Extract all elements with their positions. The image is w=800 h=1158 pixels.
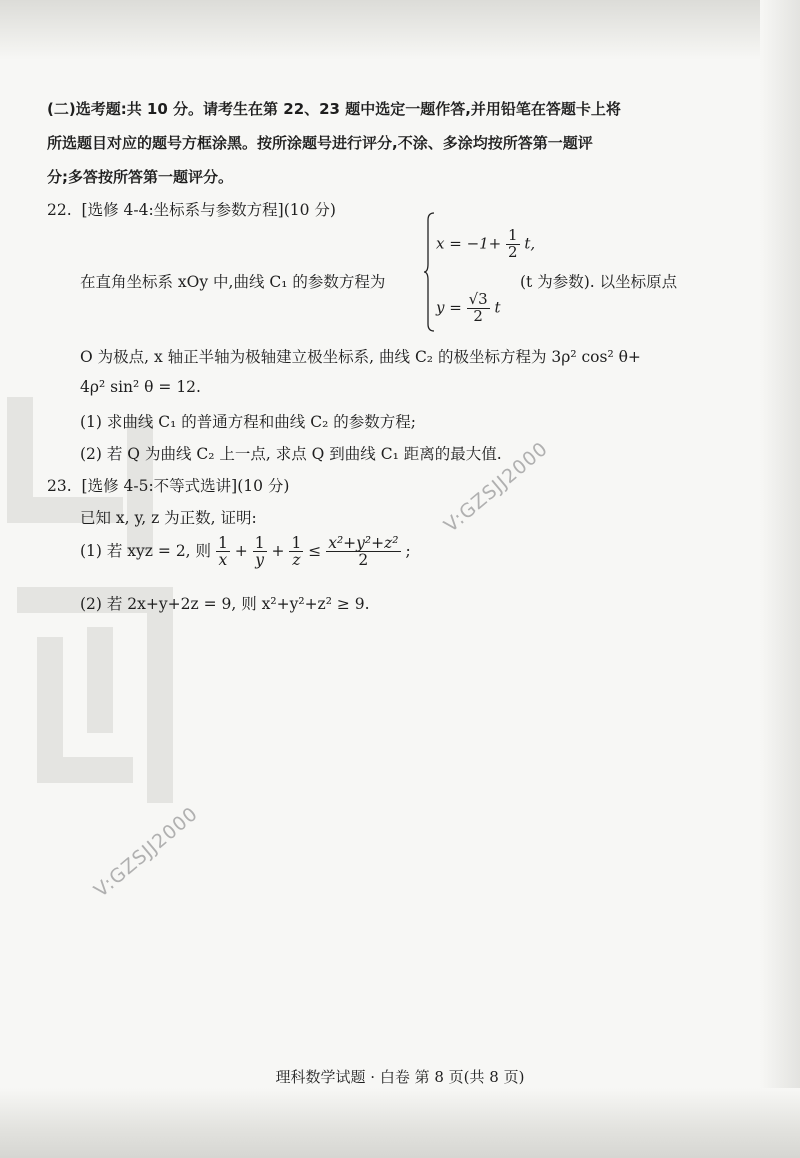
q22-heading [47, 198, 336, 220]
system-y-equation [436, 292, 501, 325]
q23-part-2: (2) 若 2x+y+2z = 9, 则 x²+y²+z² ≥ 9. [80, 595, 370, 613]
q23-number: 23. [47, 477, 72, 495]
q23-heading [47, 474, 289, 496]
watermark-text: V:GZSJJ2000 [440, 437, 553, 537]
leq-sign: ≤ [308, 541, 322, 560]
q23-given: 已知 x, y, z 为正数, 证明: [80, 509, 257, 527]
system-x-equation [436, 228, 535, 261]
sys-x-lhs: x = −1+ [436, 234, 502, 253]
plus-sign: + [271, 541, 285, 560]
q23-part1-lead: (1) 若 xyz = 2, 则 [80, 541, 212, 560]
q22-stem-lead: 在直角坐标系 xOy 中,曲线 C₁ 的参数方程为 [80, 273, 386, 291]
q22-param-note: (t 为参数). 以坐标原点 [520, 273, 678, 291]
semicolon: ; [405, 541, 411, 560]
fraction-sum-squares-over-2: $\frac{\text{x²+y²+z²}}{2}$ [328, 534, 399, 570]
system-brace [423, 212, 435, 332]
page-footer: 理科数学试题 · 白卷 第 8 页(共 8 页) [275, 1068, 525, 1086]
q22-part-1: (1) 求曲线 C₁ 的普通方程和曲线 C₂ 的参数方程; [80, 413, 416, 431]
q22-header: [选修 4-4:坐标系与参数方程](10 分) [81, 201, 336, 219]
q22-polar-line-1: O 为极点, x 轴正半轴为极轴建立极坐标系, 曲线 C₂ 的极坐标方程为 3ρ² cos² θ+ [80, 348, 641, 366]
intro-line-1: (二)选考题:共 10 分。请考生在第 22、23 题中选定一题作答,并用铅笔在答题卡上将 [47, 100, 621, 118]
watermark-text: V:GZSJJ2000 [90, 802, 203, 902]
intro-line-2: 所选题目对应的题号方框涂黑。按所涂题号进行评分,不涂、多涂均按所答第一题评 [47, 134, 593, 152]
plus-sign: + [234, 541, 248, 560]
fraction-1-over-x: $\frac{1}{x}$ [217, 534, 228, 570]
intro-line-3: 分;多答按所答第一题评分。 [47, 168, 233, 186]
q23-part-1 [80, 535, 411, 569]
fraction-sqrt3-over-2: $\frac{√3}{2}$ [468, 290, 488, 325]
q23-header: [选修 4-5:不等式选讲](10 分) [81, 477, 290, 495]
sys-x-tail: t, [524, 234, 536, 253]
scan-shadow-bottom [0, 1088, 800, 1158]
sys-y-tail: t [494, 298, 501, 317]
fraction-one-half: $\frac{1}{2}$ [508, 226, 518, 261]
q22-part-2: (2) 若 Q 为曲线 C₂ 上一点, 求点 Q 到曲线 C₁ 距离的最大值. [80, 445, 502, 463]
fraction-1-over-z: $\frac{1}{z}$ [291, 534, 302, 570]
sys-y-lhs: y = [436, 298, 462, 317]
q22-number: 22. [47, 201, 72, 219]
scan-shadow-right [760, 0, 800, 1158]
scan-shadow-top [0, 0, 800, 60]
q22-polar-line-2: 4ρ² sin² θ = 12. [80, 378, 201, 396]
fraction-1-over-y: $\frac{1}{y}$ [254, 534, 265, 570]
